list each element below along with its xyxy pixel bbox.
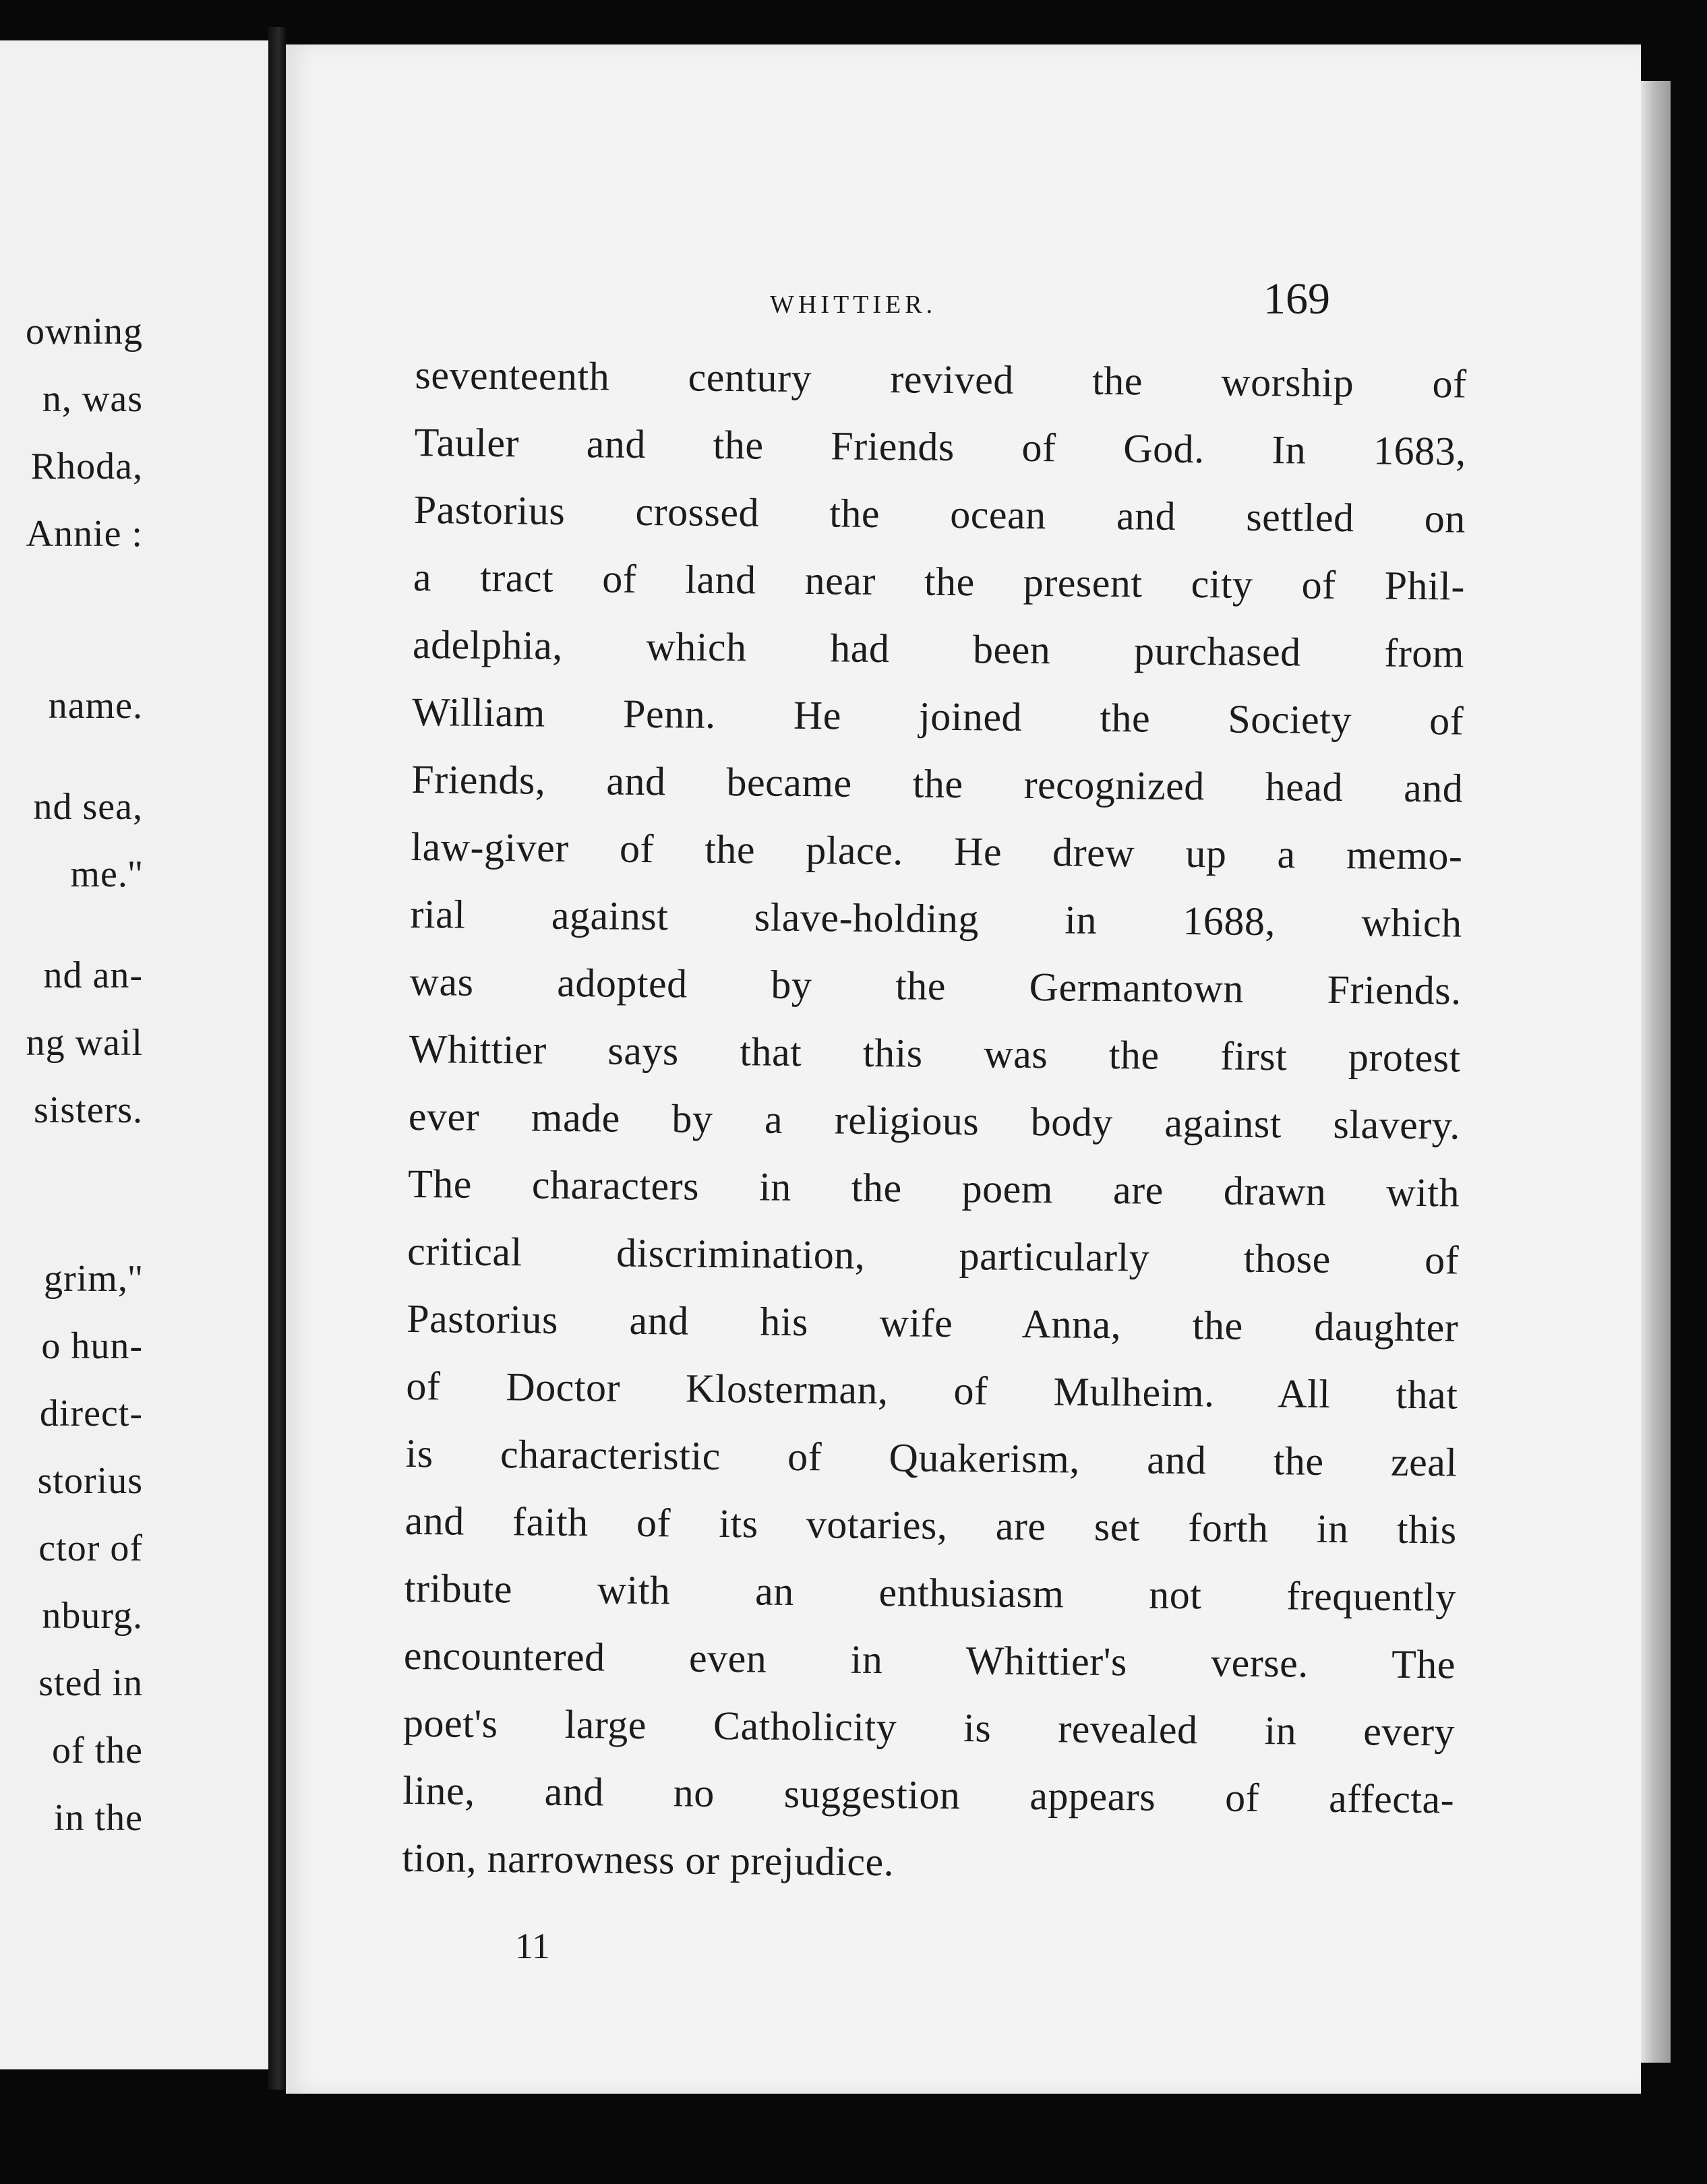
text-line: Whittier says that this was the first protest (409, 1026, 1462, 1081)
previous-page (0, 40, 268, 2069)
left-fragment: grim,'' (44, 1258, 143, 1300)
left-fragment: nd sea, (33, 786, 143, 828)
text-line: is characteristic of Quakerism, and the zeal (405, 1430, 1458, 1485)
left-fragment: Rhoda, (30, 446, 143, 487)
left-fragment: owning (26, 311, 143, 353)
text-line: Pastorius and his wife Anna, the daughter (407, 1296, 1459, 1350)
left-fragment: me.'' (70, 853, 143, 895)
running-head (286, 259, 1641, 333)
page-edge (1641, 81, 1671, 2063)
text-line: a tract of land near the present city of Phil- (413, 554, 1466, 609)
text-line: was adopted by the Germantown Friends. (409, 959, 1462, 1013)
left-fragment: ctor of (38, 1527, 143, 1569)
text-line: line, and no suggestion appears of affecta- (402, 1767, 1455, 1822)
text-line: and faith of its votaries, are set forth in this (405, 1498, 1457, 1552)
left-fragment: sted in (38, 1662, 143, 1704)
text-line: seventeenth century revived the worship of (415, 352, 1467, 406)
body-paragraph (402, 341, 1467, 1901)
left-fragment: Annie : (26, 513, 143, 555)
text-line: law-giver of the place. He drew up a memo- (411, 824, 1463, 878)
text-line: encountered even in Whittier's verse. The (403, 1633, 1456, 1687)
text-line: The characters in the poem are drawn with (407, 1161, 1460, 1215)
text-line: Tauler and the Friends of God. In 1683, (414, 419, 1466, 474)
text-line: rial against slave-holding in 1688, which (410, 891, 1462, 946)
text-line: William Penn. He joined the Society of (411, 689, 1464, 744)
left-fragment: in the (54, 1797, 143, 1839)
text-line: ever made by a religious body against slavery. (408, 1093, 1461, 1148)
text-line: poet's large Catholicity is revealed in every (402, 1700, 1456, 1755)
left-fragment: n, was (42, 378, 143, 420)
text-line: tion, narrowness or prejudice. (402, 1835, 895, 1885)
page (286, 44, 1641, 2094)
text-line: critical discrimination, particularly those of (407, 1228, 1460, 1283)
left-fragment: direct- (39, 1393, 143, 1434)
text-line: tribute with an enthusiasm not frequently (404, 1565, 1457, 1620)
left-fragment: o hun- (41, 1325, 143, 1367)
left-fragment: of the (51, 1730, 143, 1771)
book-gutter (268, 27, 286, 2090)
left-fragment: storius (37, 1460, 143, 1502)
text-line: Pastorius crossed the ocean and settled on (413, 487, 1466, 541)
text-line: of Doctor Klosterman, of Mulheim. All that (406, 1363, 1458, 1418)
text-line: Friends, and became the recognized head and (411, 756, 1464, 811)
text-line: adelphia, which had been purchased from (412, 621, 1465, 676)
left-fragment: name. (48, 685, 143, 727)
left-fragment: sisters. (34, 1089, 143, 1131)
running-title: WHITTIER. (770, 291, 937, 319)
page-number: 169 (1263, 274, 1330, 324)
signature-mark: 11 (515, 1926, 550, 1966)
left-fragment: nburg. (42, 1595, 143, 1637)
left-fragment: ng wail (26, 1022, 143, 1064)
left-fragment: nd an- (43, 954, 143, 996)
